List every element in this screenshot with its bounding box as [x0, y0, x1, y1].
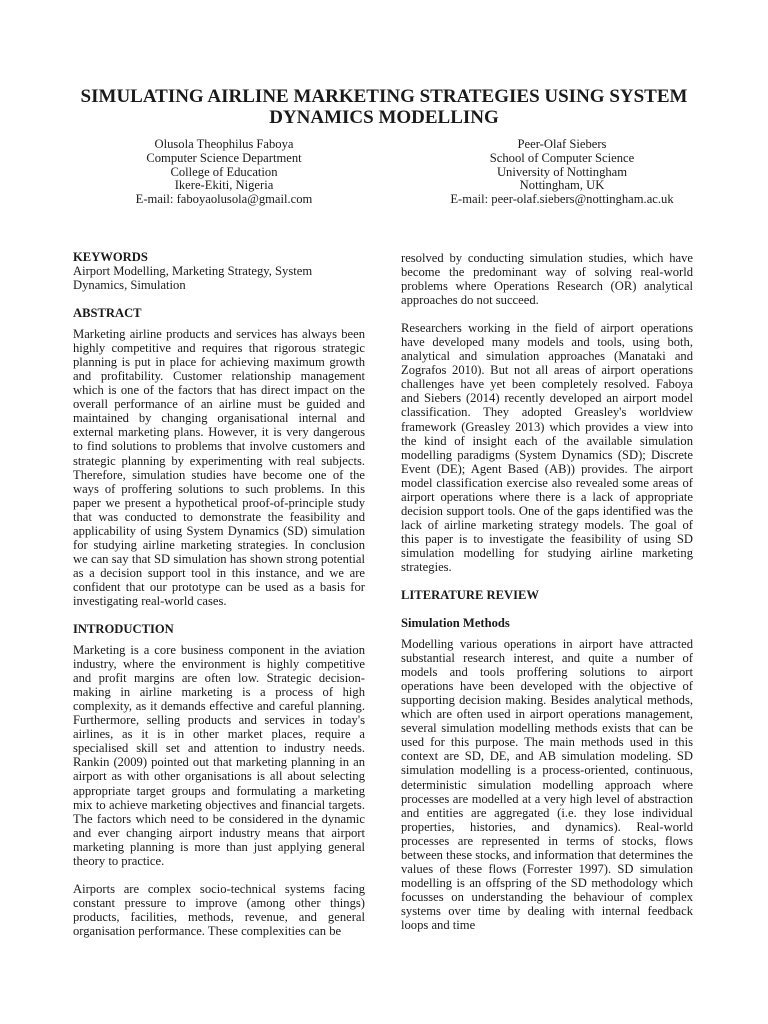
literature-review-heading: LITERATURE REVIEW	[401, 588, 539, 603]
right-column	[401, 251, 693, 946]
author-location: Ikere-Ekiti, Nigeria	[174, 178, 274, 193]
author-block-2	[412, 138, 712, 207]
introduction-paragraph: Airports are complex socio-technical systems facing constant pressure to improve (among other things) products, facilities, methods, revenue, and general organisation performance. These complexities can be	[73, 881, 365, 938]
author-department: Computer Science Department	[146, 150, 302, 165]
author-email: E-mail: faboyaolusola@gmail.com	[135, 192, 313, 207]
keywords-heading: KEYWORDS	[73, 250, 148, 264]
author-name: Peer-Olaf Siebers	[517, 137, 607, 151]
author-department: School of Computer Science	[489, 150, 635, 165]
paper-title: SIMULATING AIRLINE MARKETING STRATEGIES USING SYSTEM DYNAMICS MODELLING	[80, 86, 688, 128]
author-email: E-mail: peer-olaf.siebers@nottingham.ac.uk	[450, 192, 674, 207]
author-institution: University of Nottingham	[496, 164, 628, 179]
introduction-heading: INTRODUCTION	[73, 622, 174, 637]
author-block-1	[74, 138, 374, 207]
body-paragraph: Modelling various operations in airport have attracted substantial research interest, and quite a number of models and tools proffering solutions to airport operations have been developed with the objective of supporting decision making. Besides analytical methods, which are often used in airport operations management, several simulation modelling methods exists that can be used for this purpose. The main methods used in this context are SD, DE, and AB simulation modeling. SD simulation modelling is a process-oriented, continuous, deterministic simulation modelling approach where processes are modelled at a very high level of abstraction and entities are aggregated (i.e. they lose individual properties, histories, and dynamics). Real-world processes are represented in terms of stocks, flows between these stocks, and information that determines the values of these flows (Forrester 1997). SD simulation modelling is an offspring of the SD methodology which focusses on understanding the behaviour of complex systems over time by dealing with internal feedback loops and time	[401, 637, 693, 932]
author-institution: College of Education	[170, 164, 278, 179]
author-location: Nottingham, UK	[519, 178, 605, 193]
author-name: Olusola Theophilus Faboya	[154, 137, 294, 151]
keywords-text: Airport Modelling, Marketing Strategy, System Dynamics, Simulation	[73, 264, 313, 293]
introduction-paragraph: Marketing is a core business component in the aviation industry, where the environment is highly competitive and profit margins are often low. Strategic decision-making in airline marketing is a process of high complexity, as it demands effective and careful planning. Furthermore, selling products and services in today's airlines, as it is in other market places, require a specialised skill set and attention to industry needs. Rankin (2009) pointed out that marketing planning in an airport as with other organisations is all about selecting appropriate target groups and formulating a marketing mix to achieve marketing objectives and financial targets. The factors which need to be considered in the dynamic and ever changing airport industry means that airport marketing planning is more than just applying general theory to practice.	[73, 643, 365, 868]
abstract-text: Marketing airline products and services has always been highly competitive and requires that rigorous strategic planning is put in place for achieving maximum growth and profitability. Customer relationship management which is one of the factors that has direct impact on the overall performance of an airline must be guided and maintained by changing organisational internal and external marketing plans. However, it is very dangerous to find solutions to problems that involve customers and strategic planning by experimenting with real subjects. Therefore, simulation studies have become one of the ways of proffering solutions to such problems. In this paper we present a hypothetical proof-of-principle study that was conducted to demonstrate the feasibility and applicability of using System Dynamics (SD) simulation for studying airline marketing strategies. In conclusion we can say that SD simulation has shown strong potential as a decision support tool in this instance, and we are confident that our prototype can be used as a basis for investigating real-world cases.	[73, 327, 365, 608]
simulation-methods-heading: Simulation Methods	[401, 616, 510, 631]
left-column	[73, 250, 365, 952]
abstract-heading: ABSTRACT	[73, 306, 142, 321]
body-paragraph: resolved by conducting simulation studies, which have become the predominant way of solving real-world problems where Operations Research (OR) analytical approaches do not succeed.	[401, 251, 693, 308]
body-paragraph: Researchers working in the field of airport operations have developed many models and tools, using both, analytical and simulation approaches (Manataki and Zografos 2010). But not all areas of airport operations challenges have yet been completely resolved. Faboya and Siebers (2014) recently developed an airport model classification. They adopted Greasley's worldview framework (Greasley 2013) which provides a view into the kind of insight each of the available simulation modelling paradigms (System Dynamics (SD); Discrete Event (DE); Agent Based (AB)) provides. The airport model classification exercise also revealed some areas of airport operations where there is a lack of appropriate decision support tools. One of the gaps identified was the lack of airline marketing strategy models. The goal of this paper is to investigate the feasibility of using SD simulation modelling for studying airline marketing strategies.	[401, 321, 693, 574]
